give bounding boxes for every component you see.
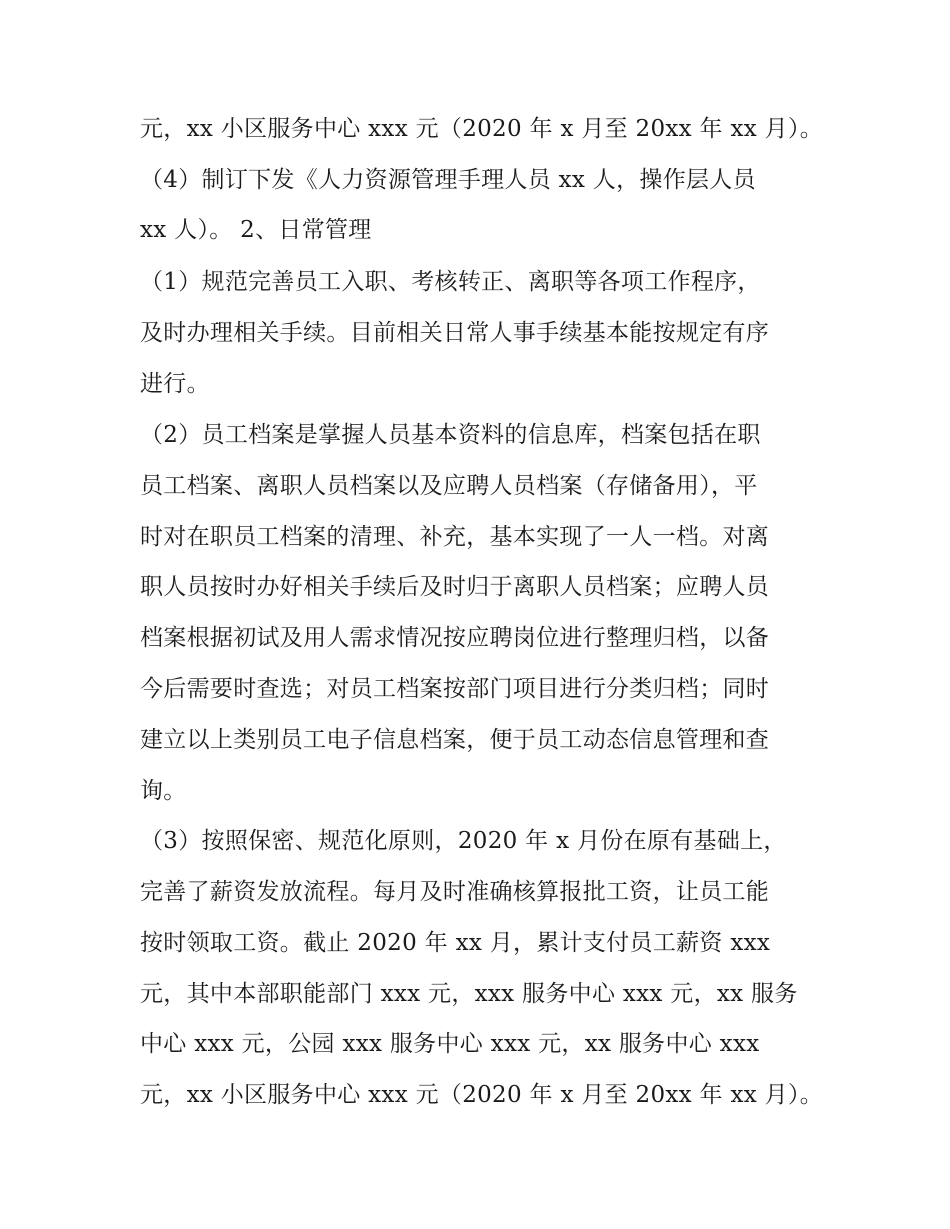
text-line: 进行。 <box>140 371 210 397</box>
text-line: 员工档案、离职人员档案以及应聘人员档案（存储备用），平 <box>140 473 758 499</box>
text-line: 完善了薪资发放流程。每月及时准确核算报批工资，让员工能 <box>140 879 770 905</box>
text-line: 询。 <box>140 778 187 804</box>
text-line: （1）规范完善员工入职、考核转正、离职等各项工作程序， <box>140 269 761 295</box>
text-line: 元，xx 小区服务中心 xxx 元（2020 年 x 月至 20xx 年 xx 月）。 <box>140 116 824 142</box>
text-line: 档案根据初试及用人需求情况按应聘岗位进行整理归档，以备 <box>140 625 770 651</box>
text-line: 中心 xxx 元，公园 xxx 服务中心 xxx 元，xx 服务中心 xxx <box>140 1031 760 1057</box>
text-line: （2）员工档案是掌握人员基本资料的信息库，档案包括在职 <box>140 422 761 448</box>
text-line: （3）按照保密、规范化原则，2020 年 x 月份在原有基础上， <box>140 828 787 854</box>
text-line: 时对在职员工档案的清理、补充，基本实现了一人一档。对离 <box>140 524 770 550</box>
text-line: 按时领取工资。截止 2020 年 xx 月，累计支付员工薪资 xxx <box>140 930 771 956</box>
text-line: 元，其中本部职能部门 xxx 元，xxx 服务中心 xxx 元，xx 服务 <box>140 981 798 1007</box>
text-line: 今后需要时查选；对员工档案按部门项目进行分类归档；同时 <box>140 676 770 702</box>
text-line: 建立以上类别员工电子信息档案，便于员工动态信息管理和查 <box>140 727 770 753</box>
text-line: （4）制订下发《人力资源管理手理人员 xx 人，操作层人员 <box>140 167 756 193</box>
text-line: 职人员按时办好相关手续后及时归于离职人员档案；应聘人员 <box>140 574 770 600</box>
text-line: 元，xx 小区服务中心 xxx 元（2020 年 x 月至 20xx 年 xx 月）。 <box>140 1082 824 1108</box>
text-line: xx 人）。 2、日常管理 <box>140 217 372 243</box>
text-line: 及时办理相关手续。目前相关日常人事手续基本能按规定有序 <box>140 320 770 346</box>
